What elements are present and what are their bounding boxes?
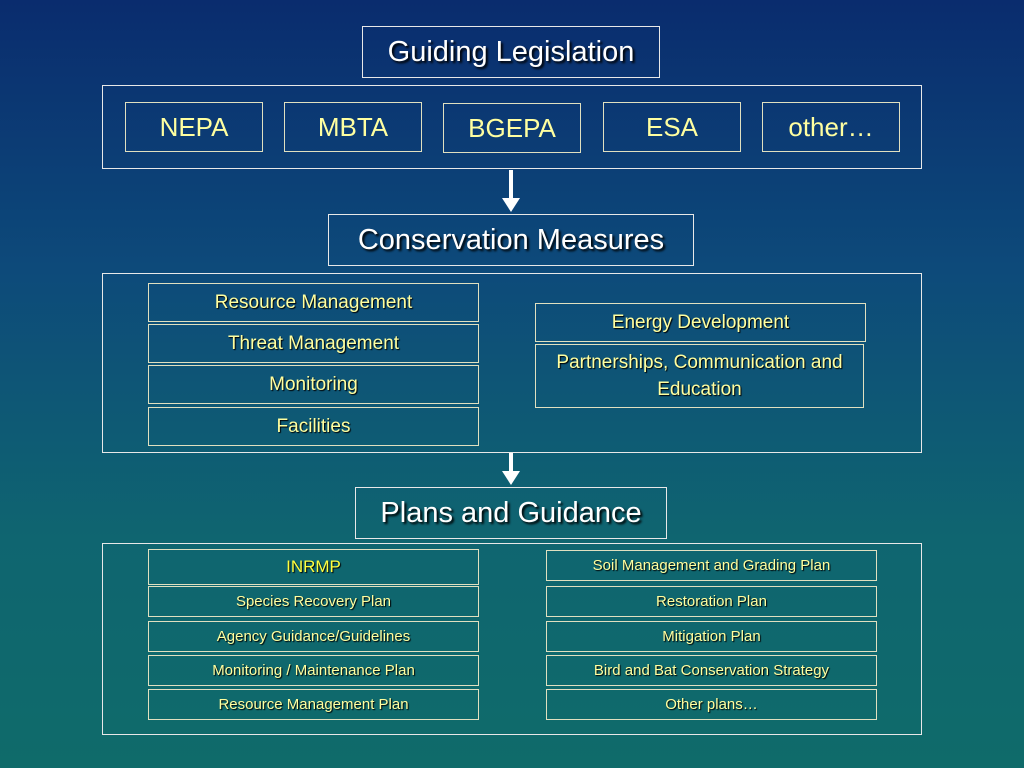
cm-facilities: Facilities bbox=[148, 407, 479, 446]
plans-and-guidance-title: Plans and Guidance bbox=[355, 487, 667, 539]
flow-arrow-legislation-to-conservation bbox=[509, 170, 513, 200]
legislation-mbta: MBTA bbox=[284, 102, 422, 152]
legislation-bgepa: BGEPA bbox=[443, 103, 581, 153]
legislation-other: other… bbox=[762, 102, 900, 152]
plan-bird-bat-conservation: Bird and Bat Conservation Strategy bbox=[546, 655, 877, 686]
plan-resource-management: Resource Management Plan bbox=[148, 689, 479, 720]
plan-agency-guidance: Agency Guidance/Guidelines bbox=[148, 621, 479, 652]
flow-arrow-head bbox=[502, 471, 520, 485]
plan-monitoring-maintenance: Monitoring / Maintenance Plan bbox=[148, 655, 479, 686]
flow-arrow-head bbox=[502, 198, 520, 212]
legislation-nepa: NEPA bbox=[125, 102, 263, 152]
cm-monitoring: Monitoring bbox=[148, 365, 479, 404]
cm-energy-development: Energy Development bbox=[535, 303, 866, 342]
conservation-measures-title: Conservation Measures bbox=[328, 214, 694, 266]
plan-inrmp: INRMP bbox=[148, 549, 479, 585]
cm-threat-management: Threat Management bbox=[148, 324, 479, 363]
plan-species-recovery: Species Recovery Plan bbox=[148, 586, 479, 617]
cm-resource-management: Resource Management bbox=[148, 283, 479, 322]
plan-mitigation: Mitigation Plan bbox=[546, 621, 877, 652]
cm-partnerships-communication-education: Partnerships, Communication and Education bbox=[535, 344, 864, 408]
plan-restoration: Restoration Plan bbox=[546, 586, 877, 617]
plan-other: Other plans… bbox=[546, 689, 877, 720]
flow-arrow-conservation-to-plans bbox=[509, 453, 513, 473]
legislation-esa: ESA bbox=[603, 102, 741, 152]
plan-soil-management-grading: Soil Management and Grading Plan bbox=[546, 550, 877, 581]
guiding-legislation-title: Guiding Legislation bbox=[362, 26, 660, 78]
